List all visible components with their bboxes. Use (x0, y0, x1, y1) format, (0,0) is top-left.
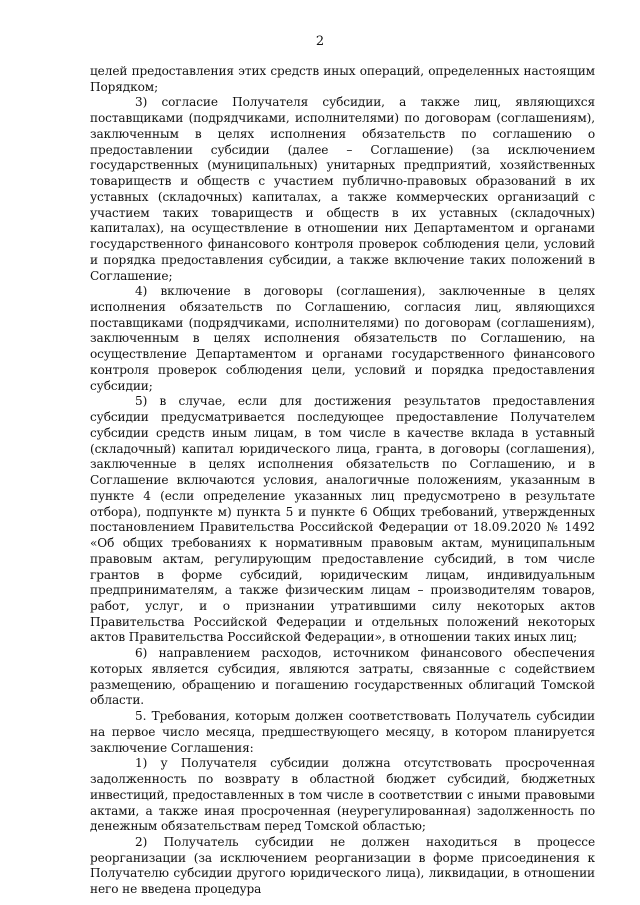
paragraph-continuation: целей предоставления этих средств иных операций, определенных настоящим Порядком; (90, 64, 595, 94)
paragraph-item-4: 4) включение в договоры (соглашения), заключенные в целях исполнения обязательств по Соглашению, согласия лиц, являющихся поставщиками (подрядчиками, исполнителями) по договорам (соглашениям), заключенным в целях исполнения обязательств по Соглашению, на осуществление Департаментом и органами государственного финансового контроля проверок соблюдения цели, условий и порядка предоставления субсидии; (90, 284, 595, 393)
paragraph-section-5-item-1: 1) у Получателя субсидии должна отсутствовать просроченная задолженность по возврату в областной бюджет субсидий, бюджетных инвестиций, предоставленных в том числе в соответствии с иными правовыми актами, а также иная просроченная (неурегулированная) задолженность по денежным обязательствам перед Томской областью; (90, 756, 595, 834)
paragraph-item-6: 6) направлением расходов, источником финансового обеспечения которых является субсидия, являются затраты, связанные с содействием размещению, обращению и погашению государственных облигаций Томской области. (90, 646, 595, 708)
document-body (90, 64, 595, 898)
page-number: 2 (315, 34, 325, 49)
paragraph-item-5: 5) в случае, если для достижения результатов предоставления субсидии предусматривается последующее предоставление Получателем субсидии средств иным лицам, в том числе в качестве вклада в уставный (складочный) капитал юридического лица, гранта, в договоры (соглашения), заключенные в целях исполнения обязательств по Соглашению, и в Соглашение включаются условия, аналогичные положениям, указанным в пункте 4 (если определение указанных лиц предусмотрено в результате отбора), подпункте м) пункта 5 и пункте 6 Общих требований, утвержденных постановлением Правительства Российской Федерации от 18.09.2020 № 1492 «Об общих требованиях к нормативным правовым актам, муниципальным правовым актам, регулирующим предоставление субсидий, в том числе грантов в форме субсидий, юридическим лицам, индивидуальным предпринимателям, а также физическим лицам – производителям товаров, работ, услуг, и о признании утратившими силу некоторых актов Правительства Российской Федерации и отдельных положений некоторых актов Правительства Российской Федерации», в отношении таких иных лиц; (90, 394, 595, 645)
paragraph-section-5: 5. Требования, которым должен соответствовать Получатель субсидии на первое число месяца, предшествующего месяцу, в котором планируется заключение Соглашения: (90, 709, 595, 755)
paragraph-item-3: 3) согласие Получателя субсидии, а также лиц, являющихся поставщиками (подрядчиками, исполнителями) по договорам (соглашениям), заключенным в целях исполнения обязательств по соглашению о предоставлении субсидии (далее – Соглашение) (за исключением государственных (муниципальных) унитарных предприятий, хозяйственных товариществ и обществ с участием публично-правовых образований в их уставных (складочных) капиталах, а также коммерческих организаций с участием таких товариществ и обществ в их уставных (складочных) капиталах), на осуществление в отношении них Департаментом и органами государственного финансового контроля проверок соблюдения цели, условий и порядка предоставления субсидии, а также включение таких положений в Соглашение; (90, 95, 595, 283)
paragraph-section-5-item-2: 2) Получатель субсидии не должен находиться в процессе реорганизации (за исключением реорганизации в форме присоединения к Получателю субсидии другого юридического лица), ликвидации, в отношении него не введена процедура (90, 834, 595, 897)
